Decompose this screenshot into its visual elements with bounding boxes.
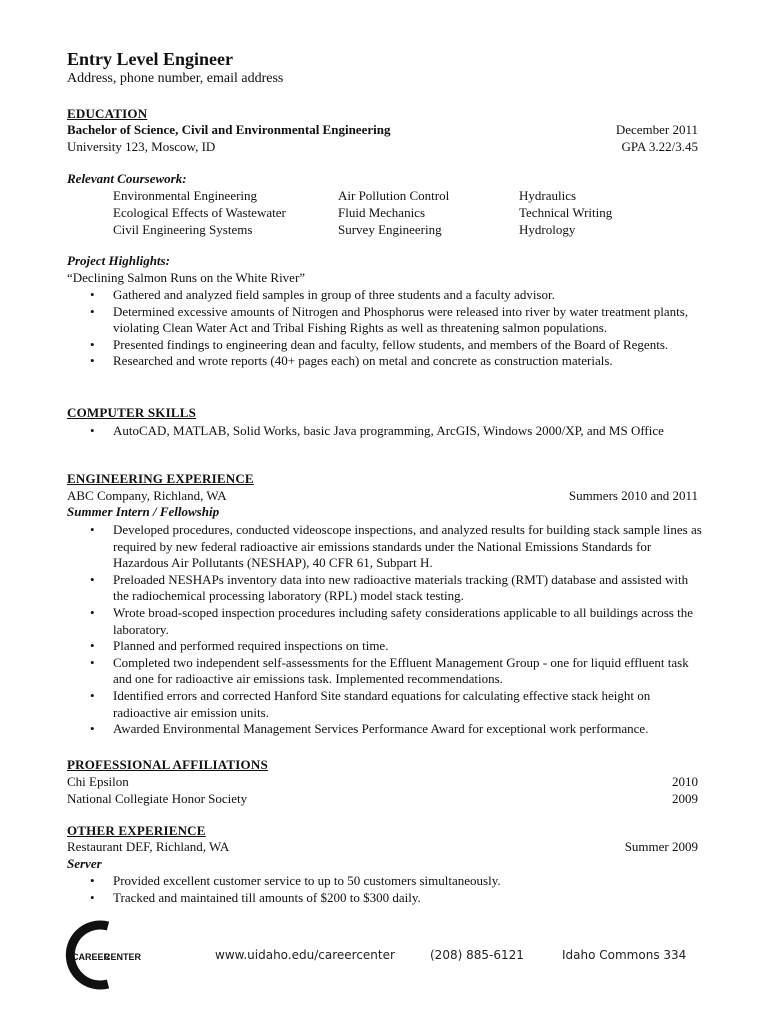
eng-date: Summers 2010 and 2011	[568, 488, 698, 503]
svg-text:CENTER: CENTER	[104, 952, 142, 962]
eng-title: Summer Intern / Fellowship	[67, 504, 220, 519]
svg-text:CAREER: CAREER	[72, 952, 111, 962]
engineering-heading: ENGINEERING EXPERIENCE	[67, 471, 254, 486]
degree-date: December 2011	[615, 122, 698, 137]
other-bullets	[67, 873, 707, 906]
course-item: Fluid Mechanics	[338, 205, 426, 220]
computer-skills-heading: COMPUTER SKILLS	[67, 405, 197, 420]
course-item: Civil Engineering Systems	[113, 222, 253, 237]
affiliation-name: Chi Epsilon	[67, 774, 129, 789]
list-item: • Awarded Environmental Management Services Performance Award for exceptional work performance.	[67, 721, 707, 738]
course-item: Technical Writing	[519, 205, 613, 220]
career-center-logo-icon	[64, 920, 144, 990]
list-item: • Completed two independent self-assessments for the Effluent Management Group - one for liquid effluent task and one for radioactive air emissions task. Implemented recommendations.	[67, 655, 707, 688]
degree: Bachelor of Science, Civil and Environmental Engineering	[67, 122, 391, 137]
contact-info: Address, phone number, email address	[67, 71, 284, 86]
course-item: Air Pollution Control	[338, 188, 450, 203]
resume-name: Entry Level Engineer	[67, 49, 233, 69]
gpa: GPA 3.22/3.45	[621, 139, 698, 154]
list-item: • Gathered and analyzed field samples in group of three students and a faculty advisor.	[67, 287, 707, 304]
other-heading: OTHER EXPERIENCE	[67, 823, 206, 838]
education-heading: EDUCATION	[67, 106, 148, 121]
other-company: Restaurant DEF, Richland, WA	[67, 839, 230, 854]
other-date: Summer 2009	[624, 839, 698, 854]
course-item: Hydrology	[519, 222, 576, 237]
project-title: “Declining Salmon Runs on the White River”	[67, 270, 306, 285]
course-item: Hydraulics	[519, 188, 577, 203]
eng-company: ABC Company, Richland, WA	[67, 488, 227, 503]
affiliations-heading: PROFESSIONAL AFFILIATIONS	[67, 757, 268, 772]
list-item: • Determined excessive amounts of Nitrogen and Phosphorus were released into river by water treatment plants, violating Clean Water Act and Tribal Fishing Rights as well as threatening salmon populations.	[67, 304, 707, 337]
project-label: Project Highlights:	[67, 253, 170, 268]
other-title: Server	[67, 856, 102, 871]
footer-phone: (208) 885-6121	[430, 948, 524, 962]
course-item: Environmental Engineering	[113, 188, 258, 203]
project-bullets	[67, 287, 707, 370]
footer-url[interactable]: www.uidaho.edu/careercenter	[215, 948, 395, 962]
list-item: • Researched and wrote reports (40+ pages each) on metal and concrete as construction materials.	[67, 353, 707, 370]
computer-skills-bullets	[67, 423, 707, 440]
affiliation-year: 2010	[672, 774, 698, 789]
list-item: • Preloaded NESHAPs inventory data into new radioactive materials tracking (RMT) database and assisted with the radiochemical processing laboratory (RPL) model stack testing.	[67, 572, 707, 605]
course-item: Survey Engineering	[338, 222, 442, 237]
career-center-logo	[64, 920, 144, 990]
eng-bullets	[67, 522, 707, 738]
list-item: • Developed procedures, conducted videoscope inspections, and analyzed results for building stack sample lines as required by new federal radioactive air emissions standards under the National Emissions Standards for Hazardous Air Pollutants (NESHAP), 40 CFR 61, Subpart H.	[67, 522, 707, 572]
coursework-label: Relevant Coursework:	[67, 171, 187, 186]
list-item: • AutoCAD, MATLAB, Solid Works, basic Java programming, ArcGIS, Windows 2000/XP, and MS Office	[67, 423, 707, 440]
list-item: • Presented findings to engineering dean and faculty, fellow students, and members of the Board of Regents.	[67, 337, 707, 354]
list-item: • Identified errors and corrected Hanford Site standard equations for calculating effective stack height on radioactive air emission units.	[67, 688, 707, 721]
list-item: • Provided excellent customer service to up to 50 customers simultaneously.	[67, 873, 707, 890]
course-item: Ecological Effects of Wastewater	[113, 205, 286, 220]
affiliation-year: 2009	[672, 791, 698, 806]
list-item: • Wrote broad-scoped inspection procedures including safety considerations applicable to all buildings across the laboratory.	[67, 605, 707, 638]
affiliation-name: National Collegiate Honor Society	[67, 791, 248, 806]
school: University 123, Moscow, ID	[67, 139, 216, 154]
list-item: • Planned and performed required inspections on time.	[67, 638, 707, 655]
footer-location: Idaho Commons 334	[562, 948, 687, 962]
list-item: • Tracked and maintained till amounts of $200 to $300 daily.	[67, 890, 707, 907]
